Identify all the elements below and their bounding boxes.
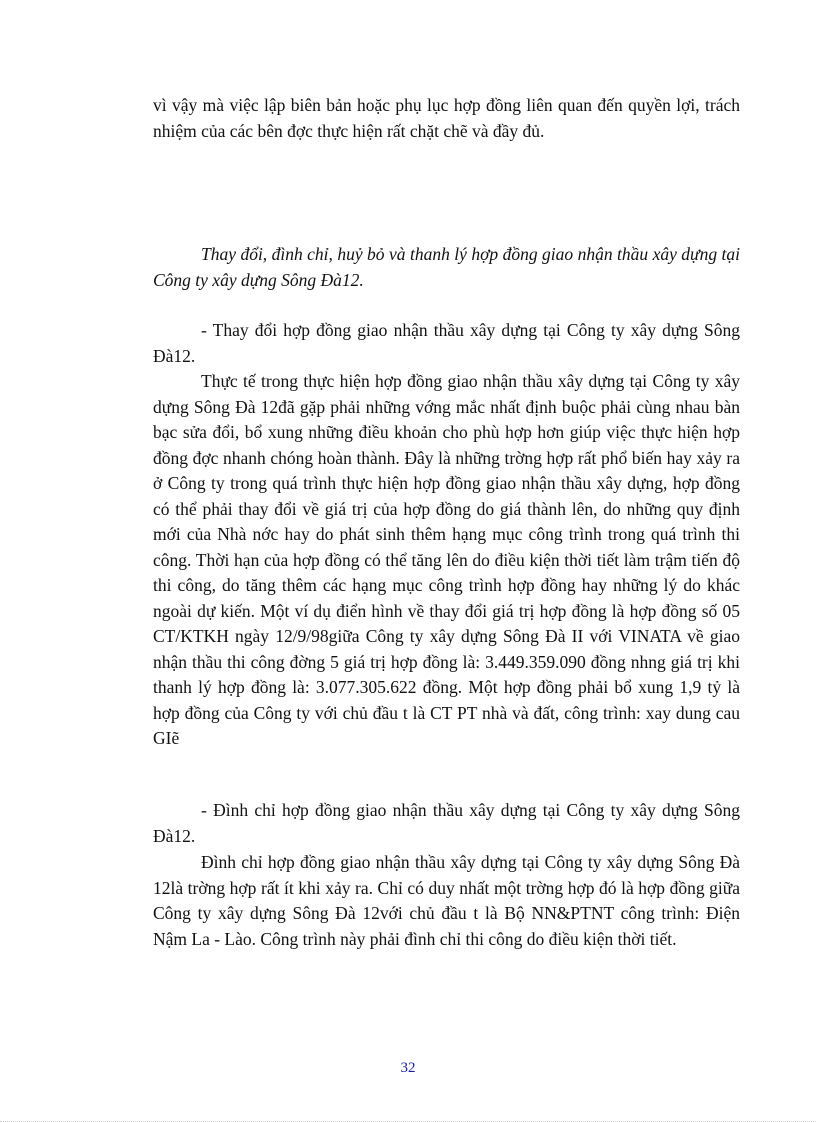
page-edge-divider	[0, 1121, 816, 1122]
item-suspend-title: - Đình chỉ hợp đồng giao nhận thầu xây dựng tại Công ty xây dựng Sông Đà12.	[153, 800, 740, 846]
page-number: 32	[400, 1060, 416, 1076]
section-heading: Thay đổi, đình chỉ, huỷ bỏ và thanh lý hợp đồng giao nhận thầu xây dựng tại Công ty xây dựng Sông Đà12.	[153, 244, 740, 290]
item-change-body: Thực tế trong thực hiện hợp đồng giao nhận thầu xây dựng tại Công ty xây dựng Sông Đà 12đã gặp phải những vớng mắc nhất định buộc phải cùng nhau bàn bạc sửa đổi, bổ xung những điều khoản cho phù hợp hơn giúp việc thực hiện hợp đồng đợc nhanh chóng hoàn thành. Đây là những trờng hợp rất phổ biến hay xảy ra ở Công ty trong quá trình thực hiện hợp đồng giao nhận thầu xây dựng, hợp đồng có thể phải thay đổi về giá trị của hợp đồng do giá thành lên, do những quy định mới của Nhà nớc hay do phát sinh thêm hạng mục công trình trong quá trình thi công. Thời hạn của hợp đồng có thể tăng lên do điều kiện thời tiết làm trậm tiến độ thi công, do tăng thêm các hạng mục công trình hợp đồng hay những lý do khác ngoài dự kiến. Một ví dụ điển hình về thay đổi giá trị hợp đồng là hợp đồng số 05 CT/KTKH ngày 12/9/98giữa Công ty xây dựng Sông Đà II với VINATA về giao nhận thầu thi công đờng 5 giá trị hợp đồng là: 3.449.359.090 đồng nhng giá trị khi thanh lý hợp đồng là: 3.077.305.622 đồng. Một hợp đồng phải bổ xung 1,9 tỷ là hợp đồng của Công ty với chủ đầu t là CT PT nhà và đất, công trình: xay dung cau GIẽ	[153, 371, 740, 748]
paragraph-intro: vì vậy mà việc lập biên bản hoặc phụ lục hợp đồng liên quan đến quyền lợi, trách nhiệm của các bên đợc thực hiện rất chặt chẽ và đầy đủ.	[153, 95, 740, 141]
item-suspend-body: Đình chỉ hợp đồng giao nhận thầu xây dựng tại Công ty xây dựng Sông Đà 12là trờng hợp rất ít khi xảy ra. Chỉ có duy nhất một trờng hợp đó là hợp đồng giữa Công ty xây dựng Sông Đà 12với chủ đầu t là Bộ NN&PTNT công trình: Điện Nậm La - Lào. Công trình này phải đình chỉ thi công do điều kiện thời tiết.	[153, 852, 740, 949]
item-change-title: - Thay đổi hợp đồng giao nhận thầu xây dựng tại Công ty xây dựng Sông Đà12.	[153, 320, 740, 366]
